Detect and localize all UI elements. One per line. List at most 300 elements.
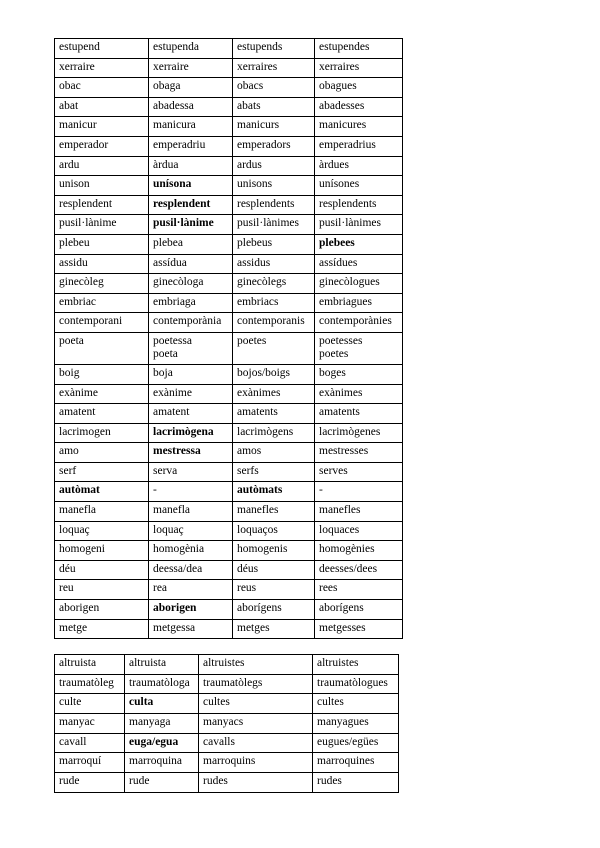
cell-text: cavalls [203,735,235,748]
cell-text: marroquins [203,755,256,768]
cell-text: manefla [59,504,97,517]
table-cell [233,521,315,541]
cell-text: traumatòlegs [203,676,263,689]
table-row [55,274,403,294]
word-forms-table-1 [54,38,403,639]
table-cell [55,600,149,620]
cell-text: amatent [59,406,96,419]
table-cell [149,541,233,561]
table-cell [315,462,403,482]
word-forms-table-2 [54,654,399,793]
cell-text: pusil·lànimes [319,217,381,230]
cell-text: assidus [237,256,271,269]
cell-text: culta [129,696,154,709]
table-cell [315,443,403,463]
table-cell [233,195,315,215]
cell-text: plebees [319,236,355,249]
table-cell [315,176,403,196]
cell-text: rude [129,775,150,788]
table-cell [315,156,403,176]
cell-text: abadessa [153,99,194,112]
table-cell [55,521,149,541]
table-cell [55,462,149,482]
table-row [55,97,403,117]
table-cell [233,39,315,59]
cell-text: aborígens [237,602,282,615]
cell-text: serva [153,464,178,477]
table-row [55,600,403,620]
table-cell [233,254,315,274]
table-cell [149,443,233,463]
cell-text: mestresses [319,445,369,458]
cell-text: manyagues [317,716,369,729]
table-cell [149,560,233,580]
cell-text: amo [59,445,79,458]
table-row [55,521,403,541]
cell-text: assidu [59,256,88,269]
table-cell [55,39,149,59]
cell-text: estupend [59,41,100,53]
cell-text: rudes [203,775,228,788]
cell-text: - [319,484,323,497]
table-cell [149,364,233,384]
cell-text-line-2: poeta [153,347,178,360]
table-row [55,234,403,254]
cell-text: traumatòlogues [317,676,388,689]
cell-text: assídues [319,256,358,269]
cell-text: lacrimògena [153,425,214,438]
table-cell [199,694,313,714]
cell-text: unisons [237,178,273,191]
table-cell [149,254,233,274]
cell-text: embriac [59,295,97,308]
cell-text: resplendents [237,197,295,210]
cell-text: deesses/dees [319,562,378,575]
table-cell [233,58,315,78]
cell-text: aborigen [59,602,100,615]
table-cell [149,195,233,215]
table-cell [149,176,233,196]
table-cell [233,136,315,156]
cell-text: homogeni [59,543,105,556]
table-cell [315,136,403,156]
table-cell [55,560,149,580]
cell-text: amos [237,445,262,458]
table-cell [315,39,403,59]
table-cell [125,694,199,714]
table-cell [313,733,399,753]
table-cell [149,502,233,522]
cell-text: manefles [319,504,361,517]
cell-text: exànimes [237,386,281,399]
table-cell [315,78,403,98]
table-cell [315,293,403,313]
table-cell [315,541,403,561]
cell-text: embriacs [237,295,279,308]
table-cell [149,521,233,541]
cell-text: boig [59,366,80,379]
word-forms-table-2-body [55,655,399,793]
table-cell [233,619,315,639]
table-cell [233,156,315,176]
table-cell [55,580,149,600]
table-cell [199,714,313,734]
table-cell [55,332,149,364]
table-cell [149,78,233,98]
cell-text: rudes [317,775,342,788]
cell-text: xerraire [153,60,189,73]
cell-text: unísones [319,178,360,191]
cell-text: loquaços [237,523,278,536]
table-cell [55,156,149,176]
cell-text: poetessa [153,334,192,347]
cell-text: déus [237,562,259,575]
cell-text: manefles [237,504,279,517]
table-cell [315,521,403,541]
cell-text: ginecòloga [153,276,204,289]
cell-text: abats [237,99,261,112]
cell-text: contemporanis [237,315,305,328]
table-cell [55,733,125,753]
table-row [55,39,403,59]
table-cell [55,714,125,734]
cell-text: reu [59,582,74,595]
table-cell [125,733,199,753]
cell-text: manicur [59,119,97,132]
cell-text: plebea [153,236,184,249]
cell-text: homogènies [319,543,375,556]
cell-text: obac [59,80,81,93]
table-cell [125,674,199,694]
table-cell [313,773,399,793]
cell-text: altruista [129,657,167,669]
table-row [55,423,403,443]
table-row [55,694,399,714]
cell-text: aborigen [153,602,197,615]
table-cell [315,313,403,333]
cell-text: ardu [59,158,80,171]
table-cell [199,753,313,773]
table-cell [55,215,149,235]
table-cell [315,404,403,424]
table-cell [233,176,315,196]
cell-text: rea [153,582,168,595]
table-cell [233,97,315,117]
cell-text: marroquines [317,755,375,768]
table-cell [315,560,403,580]
table-cell [149,58,233,78]
table-cell [315,423,403,443]
table-cell [315,97,403,117]
table-cell [149,117,233,137]
cell-text: plebeu [59,236,90,249]
cell-text: cavall [59,735,87,748]
table-cell [233,404,315,424]
table-cell [149,580,233,600]
cell-text: contemporània [153,315,222,328]
table-row [55,462,403,482]
table-cell [55,443,149,463]
cell-text: xerraires [237,60,278,73]
cell-text: poetes [237,334,267,347]
cell-text: manefla [153,504,191,517]
table-cell [149,423,233,443]
cell-text: déu [59,562,76,575]
table-cell [55,58,149,78]
cell-text: exànime [59,386,98,399]
cell-text: emperadors [237,138,291,151]
table-cell [233,313,315,333]
cell-text: - [153,484,157,497]
table-row [55,541,403,561]
table-cell [315,384,403,404]
table-cell [315,274,403,294]
table-cell [233,443,315,463]
table-cell [55,694,125,714]
table-row [55,293,403,313]
table-row [55,674,399,694]
table-row [55,733,399,753]
table-cell [315,195,403,215]
table-cell [149,97,233,117]
table-cell [149,619,233,639]
table-cell [199,733,313,753]
table-cell [233,384,315,404]
table-row [55,58,403,78]
cell-text: altruistes [203,657,245,669]
cell-text: metges [237,621,270,634]
cell-text: altruistes [317,657,359,669]
table-cell [315,482,403,502]
cell-text: marroquí [59,755,102,768]
cell-text: lacrimògens [237,425,294,438]
cell-text: exànimes [319,386,363,399]
table-cell [315,234,403,254]
table-cell [55,384,149,404]
table-row [55,655,399,675]
table-cell [233,215,315,235]
cell-text: embriagues [319,295,373,308]
cell-text: contemporànies [319,315,392,328]
cell-text: pusil·lànime [153,217,214,230]
cell-text: poetesses [319,334,363,347]
cell-text: manyacs [203,716,244,729]
cell-text: cultes [203,696,230,709]
cell-text: serfs [237,464,259,477]
table-cell [55,176,149,196]
table-cell [315,364,403,384]
cell-text: xerraire [59,60,95,73]
cell-text: plebeus [237,236,273,249]
cell-text: poeta [59,334,84,347]
table-cell [125,655,199,675]
cell-text: boges [319,366,346,379]
table-cell [315,117,403,137]
table-row [55,773,399,793]
table-cell [313,694,399,714]
cell-text: metgessa [153,621,196,634]
table-cell [315,254,403,274]
table-row [55,136,403,156]
table-cell [149,215,233,235]
cell-text: obaga [153,80,181,93]
table-cell [55,674,125,694]
table-cell [233,234,315,254]
table-row [55,384,403,404]
cell-text: resplendent [153,197,211,210]
cell-text: amatents [237,406,278,419]
table-cell [149,313,233,333]
cell-text: aborígens [319,602,364,615]
cell-text: abadesses [319,99,365,112]
cell-text: serves [319,464,348,477]
cell-text: loquaç [59,523,90,536]
table-row [55,560,403,580]
cell-text: resplendent [59,197,113,210]
table-cell [233,78,315,98]
table-cell [149,39,233,59]
table-cell [315,580,403,600]
table-cell [233,274,315,294]
table-row [55,254,403,274]
table-cell [55,234,149,254]
table-cell [55,753,125,773]
table-cell [55,404,149,424]
table-row [55,117,403,137]
cell-text: rees [319,582,338,595]
cell-text: ginecòleg [59,276,104,289]
cell-text: abat [59,99,79,112]
table-cell [313,714,399,734]
cell-text: euga/egua [129,735,179,748]
table-cell [149,600,233,620]
cell-text: loquaces [319,523,360,536]
table-cell [125,714,199,734]
cell-text: estupendes [319,41,370,53]
cell-text: amatents [319,406,360,419]
table-cell [55,274,149,294]
table-cell [233,423,315,443]
table-cell [315,502,403,522]
cell-text: autòmats [237,484,283,497]
cell-text: embriaga [153,295,196,308]
table-cell [55,254,149,274]
table-cell [199,773,313,793]
cell-text: emperadriu [153,138,206,151]
table-cell [315,58,403,78]
word-forms-table-1-body [55,39,403,639]
table-row [55,156,403,176]
cell-text: mestressa [153,445,201,458]
table-row [55,580,403,600]
table-row [55,482,403,502]
table-cell [149,384,233,404]
table-row [55,195,403,215]
cell-text: reus [237,582,257,595]
table-cell [313,753,399,773]
table-cell [233,293,315,313]
table-cell [55,117,149,137]
table-cell [233,541,315,561]
table-cell [149,234,233,254]
cell-text: manicurs [237,119,280,132]
cell-text: manicures [319,119,367,132]
table-cell [199,674,313,694]
table-cell [233,502,315,522]
cell-text: unísona [153,178,192,191]
table-cell [233,462,315,482]
cell-text: bojos/boigs [237,366,291,379]
cell-text: estupends [237,41,283,53]
table-cell [125,773,199,793]
cell-text: loquaç [153,523,184,536]
table-cell [55,541,149,561]
table-cell [55,293,149,313]
cell-text: homogènia [153,543,205,556]
cell-text: assídua [153,256,187,269]
table-cell [55,773,125,793]
cell-text: ginecòlogues [319,276,380,289]
table-row [55,332,403,364]
cell-text: manyaga [129,716,171,729]
cell-text: amatent [153,406,190,419]
cell-text: serf [59,464,77,477]
table-cell [315,619,403,639]
cell-text: xerraires [319,60,360,73]
cell-text: autòmat [59,484,100,497]
cell-text: marroquina [129,755,183,768]
cell-text: rude [59,775,80,788]
table-cell [55,364,149,384]
cell-text: estupenda [153,41,199,53]
cell-text: pusil·lànime [59,217,117,230]
table-cell [149,156,233,176]
cell-text: traumatòloga [129,676,190,689]
cell-text: homogenis [237,543,288,556]
table-row [55,176,403,196]
table-row [55,364,403,384]
table-cell [233,580,315,600]
table-row [55,619,403,639]
cell-text: exànime [153,386,192,399]
table-cell [55,136,149,156]
cell-text: àrdues [319,158,350,171]
cell-text: manyac [59,716,95,729]
table-cell [149,482,233,502]
table-cell [149,462,233,482]
table-cell [233,117,315,137]
table-cell [55,619,149,639]
table-row [55,443,403,463]
cell-text: pusil·lànimes [237,217,299,230]
cell-text: obagues [319,80,357,93]
cell-text: emperadrius [319,138,376,151]
table-row [55,404,403,424]
cell-text: resplendents [319,197,377,210]
table-row [55,714,399,734]
table-row [55,215,403,235]
cell-text: traumatòleg [59,676,114,689]
table-cell [199,655,313,675]
table-cell [149,136,233,156]
table-cell [233,364,315,384]
table-cell [125,753,199,773]
cell-text-line-2: poetes [319,347,349,360]
cell-text: obacs [237,80,264,93]
table-cell [55,195,149,215]
cell-text: contemporani [59,315,123,328]
table-cell [149,332,233,364]
